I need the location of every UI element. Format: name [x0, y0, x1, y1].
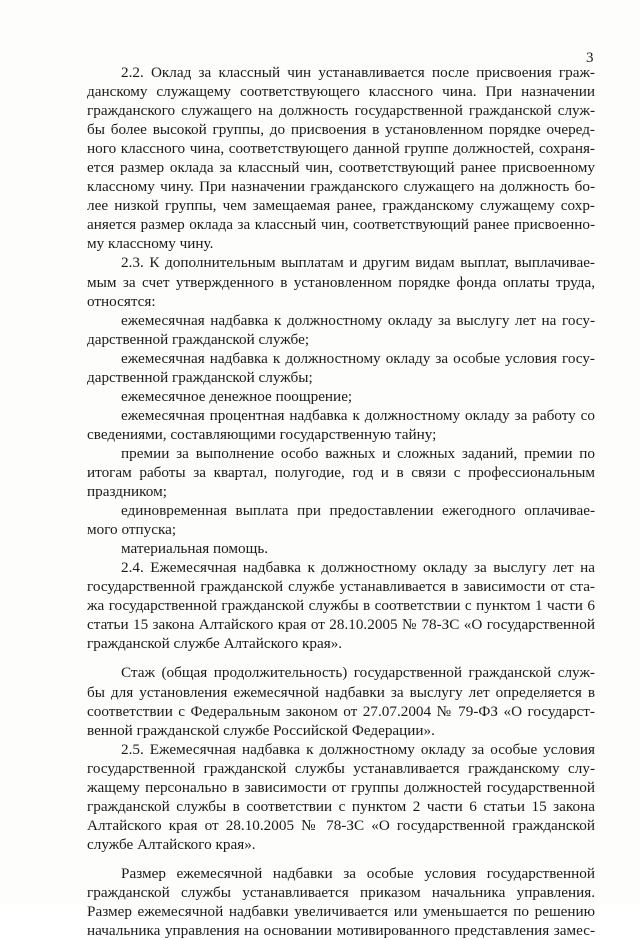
- text-line: Размер ежемесячной надбавки увеличивается или уменьшается по решению: [87, 903, 595, 921]
- text-line: жащему персонально в зависимости от группы должностей государственной: [87, 778, 595, 796]
- text-line: итогам работы за квартал, полугодие, год и в связи с профессиональным: [87, 463, 595, 481]
- text-line: премии за выполнение особо важных и сложных заданий, премии по: [121, 444, 595, 462]
- text-line: гражданского служащего на должность государственной гражданской служ-: [87, 102, 595, 120]
- text-line: 2.5. Ежемесячная надбавка к должностному окладу за особые условия: [121, 740, 595, 758]
- text-line: гражданской службы устанавливается приказом начальника управления.: [87, 883, 595, 901]
- text-line: материальная помощь.: [121, 540, 269, 558]
- text-line: ежемесячная процентная надбавка к должностному окладу за работу со: [121, 406, 595, 424]
- text-line: праздником;: [87, 483, 167, 501]
- text-line: статьи 15 закона Алтайского края от 28.10.2005 № 78-ЗС «О государственной: [87, 616, 595, 634]
- text-line: бы более высокой группы, до присвоения в установленном порядке очеред-: [87, 121, 595, 139]
- text-line: венной гражданской службе Российской Федерации».: [87, 721, 435, 739]
- text-line: жа государственной гражданской службы в соответствии с пунктом 1 части 6: [87, 597, 595, 615]
- text-line: лее низкой группы, чем замещаемая ранее, гражданскому служащему сохр-: [87, 197, 595, 215]
- text-line: ежемесячная надбавка к должностному окладу за особые условия госу-: [121, 349, 595, 367]
- text-line: начальника управления на основании мотивированного представления замес-: [87, 922, 595, 940]
- text-line: 2.3. К дополнительным выплатам и другим видам выплат, выплачивае-: [121, 254, 595, 272]
- text-line: аняется размер оклада за классный чин, соответствующий ранее присвоенно-: [87, 216, 595, 234]
- text-line: государственной гражданской службы устанавливается гражданскому слу-: [87, 759, 595, 777]
- text-line: 2.2. Оклад за классный чин устанавливается после присвоения граж-: [121, 64, 595, 81]
- text-line: му классному чину.: [87, 235, 214, 253]
- text-line: сведениями, составляющими государственную тайну;: [87, 425, 437, 443]
- text-line: единовременная выплата при предоставлении ежегодного оплачивае-: [121, 502, 595, 520]
- text-line: Размер ежемесячной надбавки за особые условия государственной: [121, 864, 595, 882]
- text-line: мого отпуска;: [87, 521, 177, 539]
- text-line: государственной гражданской службе устанавливается в зависимости от ста-: [87, 578, 595, 596]
- text-line: ежемесячное денежное поощрение;: [121, 387, 353, 405]
- text-line: соответствии с Федеральным законом от 27.07.2004 № 79-ФЗ «О государст-: [87, 702, 595, 720]
- text-line: классному чину. При назначении гражданского служащего на должность бо-: [87, 178, 595, 196]
- text-line: гражданской службы в соответствии с пунктом 2 части 6 статьи 15 закона: [87, 797, 595, 815]
- text-line: службе Алтайского края».: [87, 835, 256, 853]
- text-line: 2.4. Ежемесячная надбавка к должностному окладу за выслугу лет на: [121, 559, 595, 577]
- text-line: Алтайского края от 28.10.2005 № 78-ЗС «О государственной гражданской: [87, 816, 595, 834]
- text-line: дарственной гражданской службе;: [87, 330, 310, 348]
- text-line: гражданской службе Алтайского края».: [87, 635, 343, 653]
- text-line: ежемесячная надбавка к должностному окладу за выслугу лет на госу-: [121, 311, 595, 329]
- text-line: относятся:: [87, 292, 156, 310]
- text-line: данскому служащему соответствующего классного чина. При назначении: [87, 83, 595, 101]
- text-line: бы для установления ежемесячной надбавки за выслугу лет определяется в: [87, 683, 595, 701]
- text-line: ется размер оклада за классный чин, соответствующий ранее присвоенному: [87, 159, 595, 177]
- text-line: мым за счет утвержденного в установленном порядке фонда оплаты труда,: [87, 273, 595, 291]
- document-body: [87, 63, 595, 940]
- text-line: ного классного чина, соответствующего данной группе должностей, сохраня-: [87, 140, 595, 158]
- text-line: Стаж (общая продолжительность) государственной гражданской служ-: [121, 664, 595, 682]
- text-line: дарственной гражданской службы;: [87, 368, 313, 386]
- page-number: 3: [586, 50, 594, 66]
